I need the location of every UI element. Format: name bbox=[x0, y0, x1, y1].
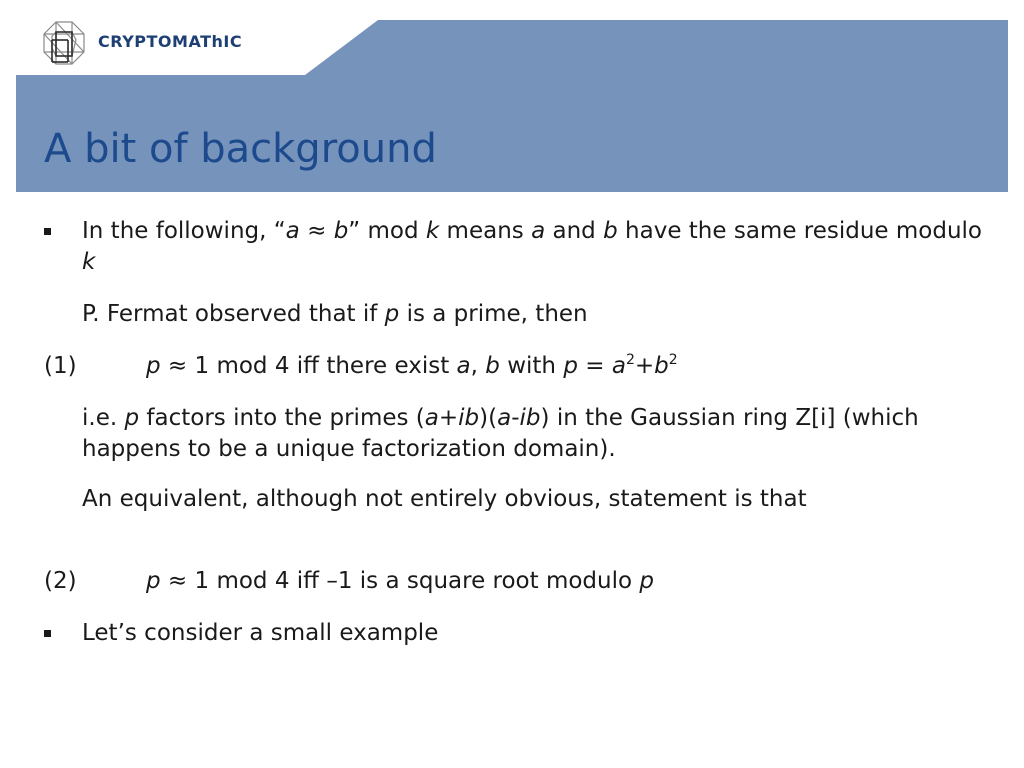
text-run: In the following, “ bbox=[82, 218, 286, 244]
text-run: and bbox=[545, 218, 604, 244]
superscript: 2 bbox=[668, 352, 678, 368]
math-var: b bbox=[485, 353, 500, 379]
bullet-square-icon bbox=[44, 228, 51, 235]
text-run: ≈ bbox=[299, 218, 334, 244]
equation-text bbox=[146, 351, 678, 382]
math-var: a bbox=[531, 218, 546, 244]
slide-title: A bit of background bbox=[44, 126, 437, 172]
text-run: + bbox=[634, 353, 655, 379]
math-var: p bbox=[639, 568, 654, 594]
math-var: a bbox=[456, 353, 471, 379]
math-var: p bbox=[563, 353, 578, 379]
math-var: b bbox=[603, 218, 618, 244]
text-run: - bbox=[511, 405, 520, 431]
text-run: with bbox=[499, 353, 564, 379]
math-var: ib bbox=[519, 405, 541, 431]
text-run: )( bbox=[479, 405, 498, 431]
text-run: ” mod bbox=[348, 218, 426, 244]
math-var: p bbox=[146, 353, 161, 379]
math-var: p bbox=[384, 301, 400, 327]
math-var: a bbox=[424, 405, 439, 431]
text-run: have the same residue modulo bbox=[617, 218, 983, 244]
math-var: a bbox=[285, 218, 300, 244]
fermat-observation bbox=[82, 299, 994, 330]
text-run: + bbox=[438, 405, 459, 431]
text-run: , bbox=[470, 353, 486, 379]
math-var: p bbox=[124, 405, 140, 431]
math-var: b bbox=[654, 353, 669, 379]
bullet-example: Let’s consider a small example bbox=[82, 620, 439, 646]
cryptomathic-logo bbox=[38, 18, 300, 70]
text-run: ) in the Gaussian ring Z[i] (which happens to be a unique factorization domain). bbox=[82, 405, 919, 462]
text-run: ≈ 1 mod 4 iff –1 is a square root modulo bbox=[160, 568, 640, 594]
equivalent-statement: An equivalent, although not entirely obvious, statement is that bbox=[82, 486, 807, 512]
math-var: a bbox=[497, 405, 512, 431]
gaussian-factorization bbox=[82, 403, 994, 465]
text-run: is a prime, then bbox=[399, 301, 588, 327]
equation-label: (1) bbox=[44, 353, 77, 379]
math-var: k bbox=[82, 249, 96, 275]
math-var: b bbox=[333, 218, 349, 244]
logo-cube-icon bbox=[38, 18, 90, 70]
text-run: means bbox=[439, 218, 532, 244]
math-var: k bbox=[425, 218, 440, 244]
math-var: p bbox=[146, 568, 161, 594]
math-var: a bbox=[611, 353, 626, 379]
bullet-square-icon bbox=[44, 630, 51, 637]
bullet-definition bbox=[82, 216, 994, 278]
text-run: i.e. bbox=[82, 405, 125, 431]
logo-wordmark: CRYPTOMAThIC bbox=[98, 32, 243, 51]
text-run: = bbox=[577, 353, 612, 379]
text-run: factors into the primes ( bbox=[139, 405, 425, 431]
text-run: ≈ 1 mod 4 iff there exist bbox=[160, 353, 457, 379]
superscript: 2 bbox=[625, 352, 635, 368]
equation-text bbox=[146, 566, 654, 597]
equation-label: (2) bbox=[44, 568, 77, 594]
text-run: P. Fermat observed that if bbox=[82, 301, 385, 327]
math-var: ib bbox=[458, 405, 480, 431]
